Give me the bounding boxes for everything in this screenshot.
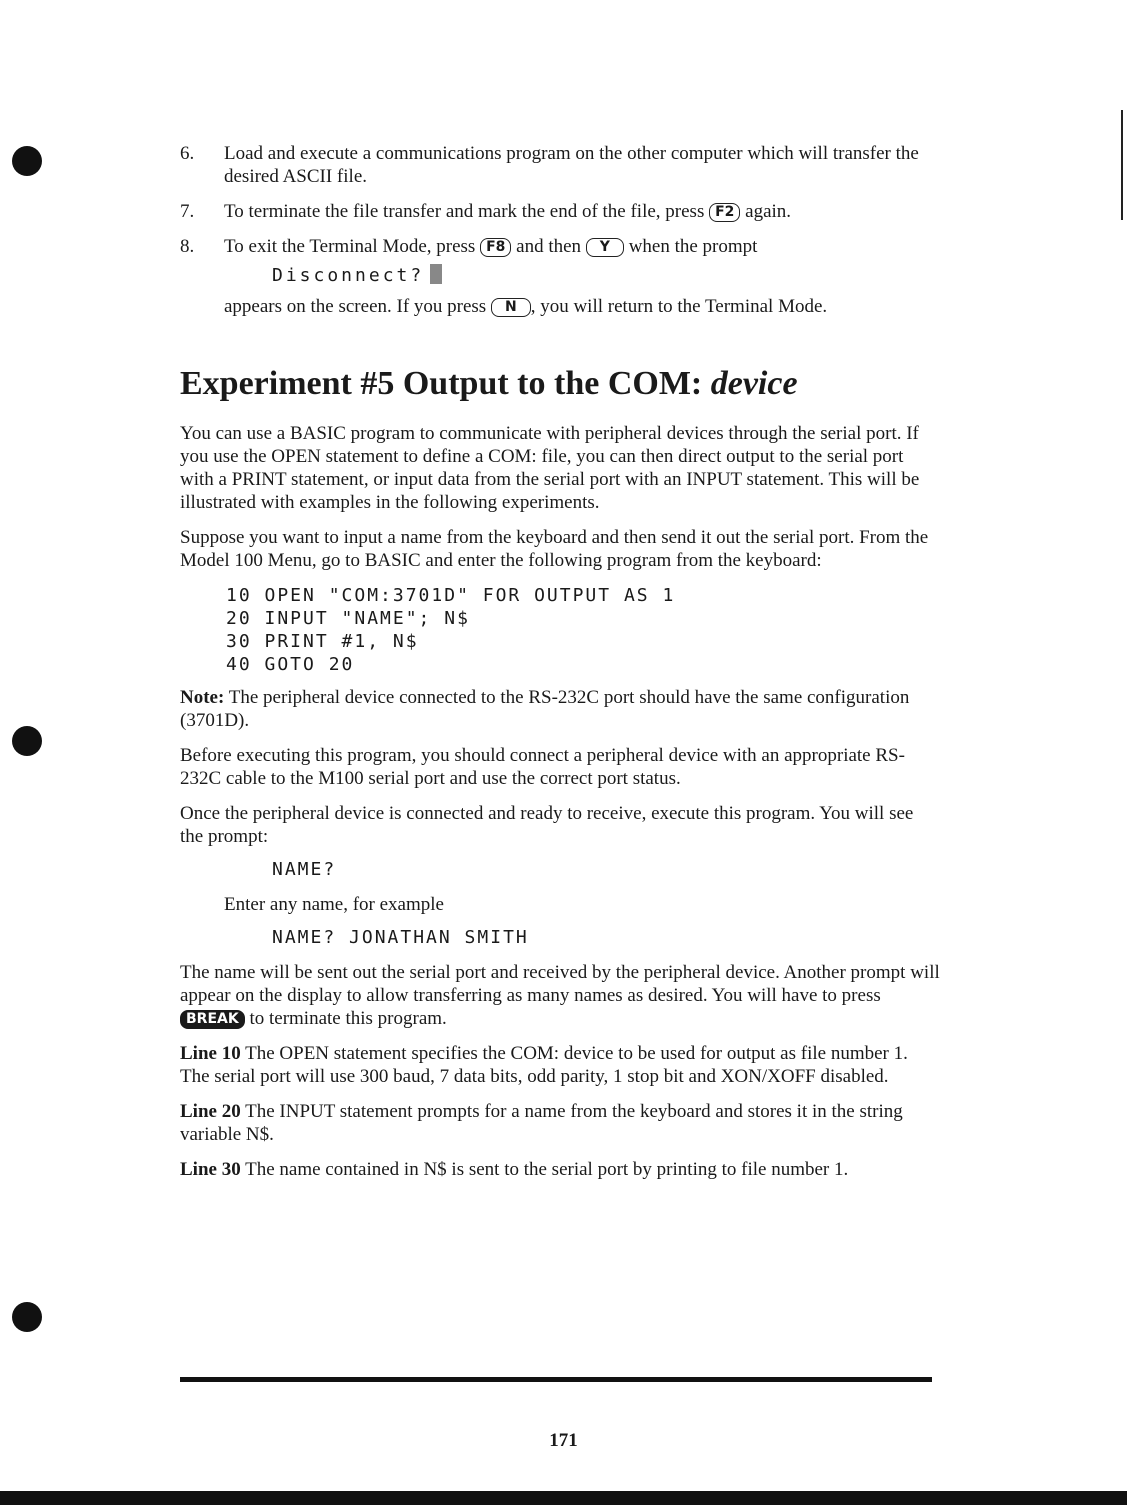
disconnect-prompt-text: Disconnect? — [272, 265, 425, 286]
name-example-output: NAME? JONATHAN SMITH — [272, 927, 529, 948]
heading-main: Experiment #5 Output to the COM: — [180, 365, 703, 402]
binder-hole-middle — [12, 726, 42, 756]
line-30-explanation — [180, 1158, 940, 1181]
note-paragraph — [180, 686, 940, 732]
line-text: The name contained in N$ is sent to the serial port by printing to file number 1. — [245, 1159, 849, 1180]
intro-paragraph: You can use a BASIC program to communicate with peripheral devices through the serial port. If you use the OPEN statement to define a COM: file, you can then direct output to the serial port with a PRINT statement, or input data from the serial port with an INPUT statement. This will be illustrated with examples in the following experiments. — [180, 423, 920, 513]
key-f2: F2 — [709, 203, 740, 222]
binder-hole-top — [12, 146, 42, 176]
name-sent-paragraph — [180, 961, 940, 1030]
heading-italic: device — [710, 365, 798, 402]
step-number: 8. — [180, 236, 195, 257]
line-label: Line 10 — [180, 1043, 241, 1064]
once-connected-paragraph: Once the peripheral device is connected and ready to receive, execute this program. You will see the prompt: — [180, 803, 914, 847]
code-line: 40 GOTO 20 — [226, 654, 355, 675]
disconnect-prompt — [272, 264, 940, 287]
line-text: The OPEN statement specifies the COM: device to be used for output as file number 1. The serial port will use 300 baud, 7 data bits, odd parity, 1 stop bit and XON/XOFF disabled. — [180, 1043, 908, 1087]
step-number: 6. — [180, 143, 195, 164]
name-sent-after: to terminate this program. — [249, 1008, 447, 1029]
line-label: Line 30 — [180, 1159, 241, 1180]
page-number: 171 — [549, 1430, 578, 1451]
step-text — [224, 200, 940, 223]
note-label: Note: — [180, 687, 225, 708]
step-text-middle: and then — [516, 236, 582, 257]
step-text-before: To exit the Terminal Mode, press — [224, 236, 476, 257]
key-f8: F8 — [480, 238, 511, 257]
key-y: Y — [586, 238, 624, 257]
step-number: 7. — [180, 201, 195, 222]
step-6 — [180, 142, 940, 188]
cursor-block-icon — [430, 264, 442, 284]
step-8 — [180, 235, 940, 258]
scan-edge-band — [0, 1491, 1127, 1505]
step-7 — [180, 200, 940, 223]
step-text-after: when the prompt — [628, 236, 758, 257]
name-sent-before: The name will be sent out the serial port and received by the peripheral device. Another prompt will appear on the display to allow transferring as many names as desired. You will have to press — [180, 962, 940, 1006]
appears-before: appears on the screen. If you press — [224, 296, 487, 317]
step-text — [224, 235, 940, 258]
code-listing — [226, 584, 940, 676]
line-text: The INPUT statement prompts for a name from the keyboard and stores it in the string variable N$. — [180, 1101, 903, 1145]
binder-hole-bottom — [12, 1302, 42, 1332]
suppose-paragraph: Suppose you want to input a name from the keyboard and then send it out the serial port. From the Model 100 Menu, go to BASIC and enter the following program from the keyboard: — [180, 527, 929, 571]
key-break: BREAK — [180, 1010, 245, 1029]
appears-after: , you will return to the Terminal Mode. — [530, 296, 828, 317]
code-line: 10 OPEN "COM:3701D" FOR OUTPUT AS 1 — [226, 585, 676, 606]
before-executing-paragraph: Before executing this program, you should connect a peripheral device with an appropriate RS-232C cable to the M100 serial port and use the correct port status. — [180, 745, 905, 789]
appears-text — [224, 295, 940, 318]
name-prompt-output: NAME? — [272, 859, 337, 880]
section-heading — [180, 364, 940, 404]
line-label: Line 20 — [180, 1101, 241, 1122]
note-text: The peripheral device connected to the RS-232C port should have the same configuration (3701D). — [180, 687, 910, 731]
step-text-after: again. — [745, 201, 792, 222]
line-20-explanation — [180, 1100, 940, 1146]
key-n: N — [491, 298, 531, 317]
code-line: 30 PRINT #1, N$ — [226, 631, 419, 652]
edge-mark — [1121, 110, 1123, 220]
enter-any-text: Enter any name, for example — [224, 894, 444, 915]
step-text: Load and execute a communications program on the other computer which will transfer the desired ASCII file. — [224, 143, 919, 187]
line-10-explanation — [180, 1042, 940, 1088]
code-line: 20 INPUT "NAME"; N$ — [226, 608, 470, 629]
footer-rule — [180, 1377, 932, 1382]
page-content — [180, 142, 940, 1193]
step-text-before: To terminate the file transfer and mark the end of the file, press — [224, 201, 705, 222]
